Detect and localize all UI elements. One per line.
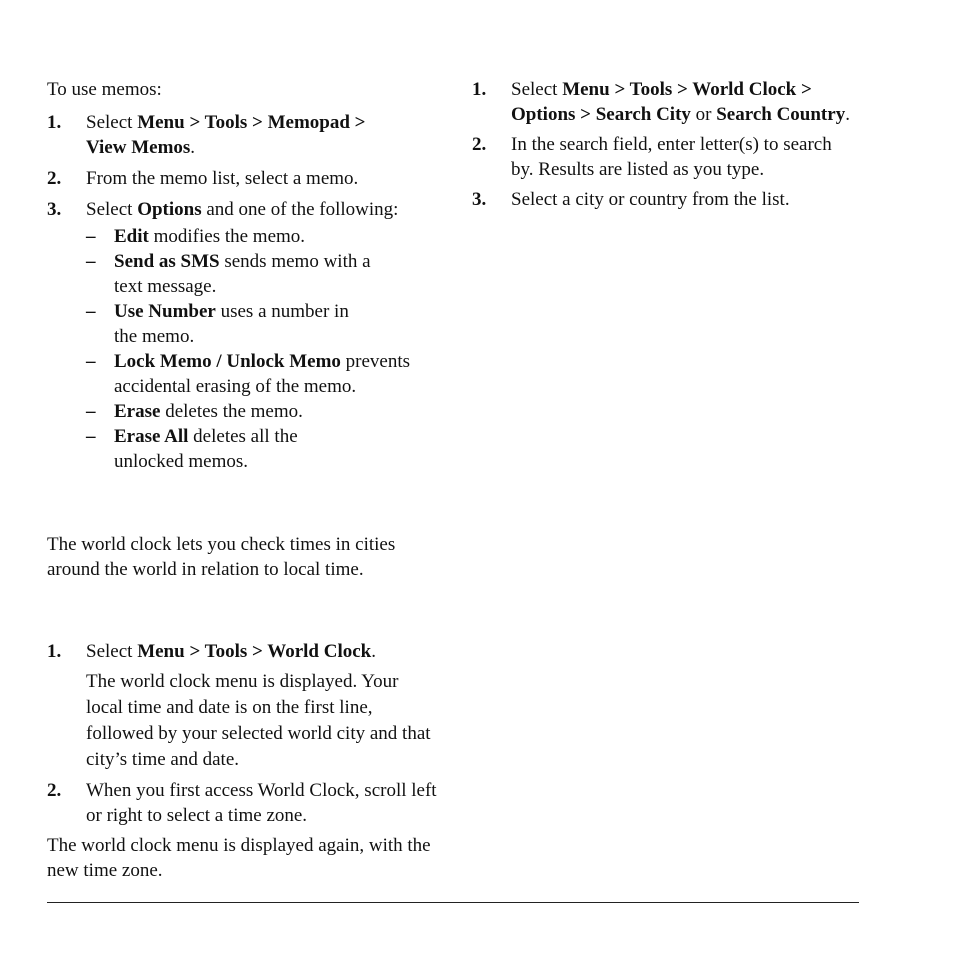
option-use-number: – Use Number uses a number in the memo. xyxy=(86,301,349,347)
search-step-2: 2. In the search field, enter letter(s) to search by. Results are listed as you type. xyxy=(472,134,832,180)
world-clock-step-1-detail: The world clock menu is displayed. Your local time and date is on the first line, followed by your selected world city and that city’s time and date. xyxy=(86,671,431,770)
world-clock-step-2: 2. When you first access World Clock, scroll left or right to select a time zone. xyxy=(47,780,437,826)
left-column xyxy=(47,77,447,883)
search-country-label: Search Country xyxy=(716,104,846,125)
menu-path: Menu > Tools > Memopad > View Memos xyxy=(86,112,366,158)
memos-step-2: 2. From the memo list, select a memo. xyxy=(47,168,359,189)
options-label: Options xyxy=(137,199,202,220)
world-clock-intro: The world clock lets you check times in cities around the world in relation to local time. xyxy=(47,534,396,580)
world-clock-outro: The world clock menu is displayed again, with the new time zone. xyxy=(47,835,431,881)
step-number: 1. xyxy=(47,641,62,662)
step-number: 1. xyxy=(47,112,62,133)
step-number: 2. xyxy=(47,780,62,801)
menu-path: Menu > Tools > World Clock xyxy=(137,641,372,662)
option-erase-all: – Erase All deletes all the unlocked memos. xyxy=(86,426,298,472)
step-number: 3. xyxy=(472,189,487,210)
option-erase: – Erase deletes the memo. xyxy=(86,401,303,422)
option-send-as-sms: – Send as SMS sends memo with a text message. xyxy=(86,251,371,297)
right-column xyxy=(472,77,872,212)
world-clock-step-1: 1. Select Menu > Tools > World Clock. xyxy=(47,641,376,662)
step-number: 3. xyxy=(47,199,62,220)
step-number: 2. xyxy=(472,134,487,155)
search-step-1: 1. Select Menu > Tools > World Clock > Options > Search City or Search Country. xyxy=(472,79,850,125)
option-lock-memo: – Lock Memo / Unlock Memo prevents accidental erasing of the memo. xyxy=(86,351,411,397)
memos-intro: To use memos: xyxy=(47,79,162,100)
menu-path: Menu > Tools > World Clock > Options > Search City xyxy=(511,79,812,125)
memos-step-1: 1. Select Menu > Tools > Memopad > View Memos. xyxy=(47,112,366,158)
option-edit: – Edit modifies the memo. xyxy=(86,226,306,247)
memos-step-3: 3. Select Options and one of the following: xyxy=(47,199,399,220)
step-number: 1. xyxy=(472,79,487,100)
step-number: 2. xyxy=(47,168,62,189)
footer-rule xyxy=(47,902,859,903)
search-step-3: 3. Select a city or country from the list. xyxy=(472,189,790,210)
